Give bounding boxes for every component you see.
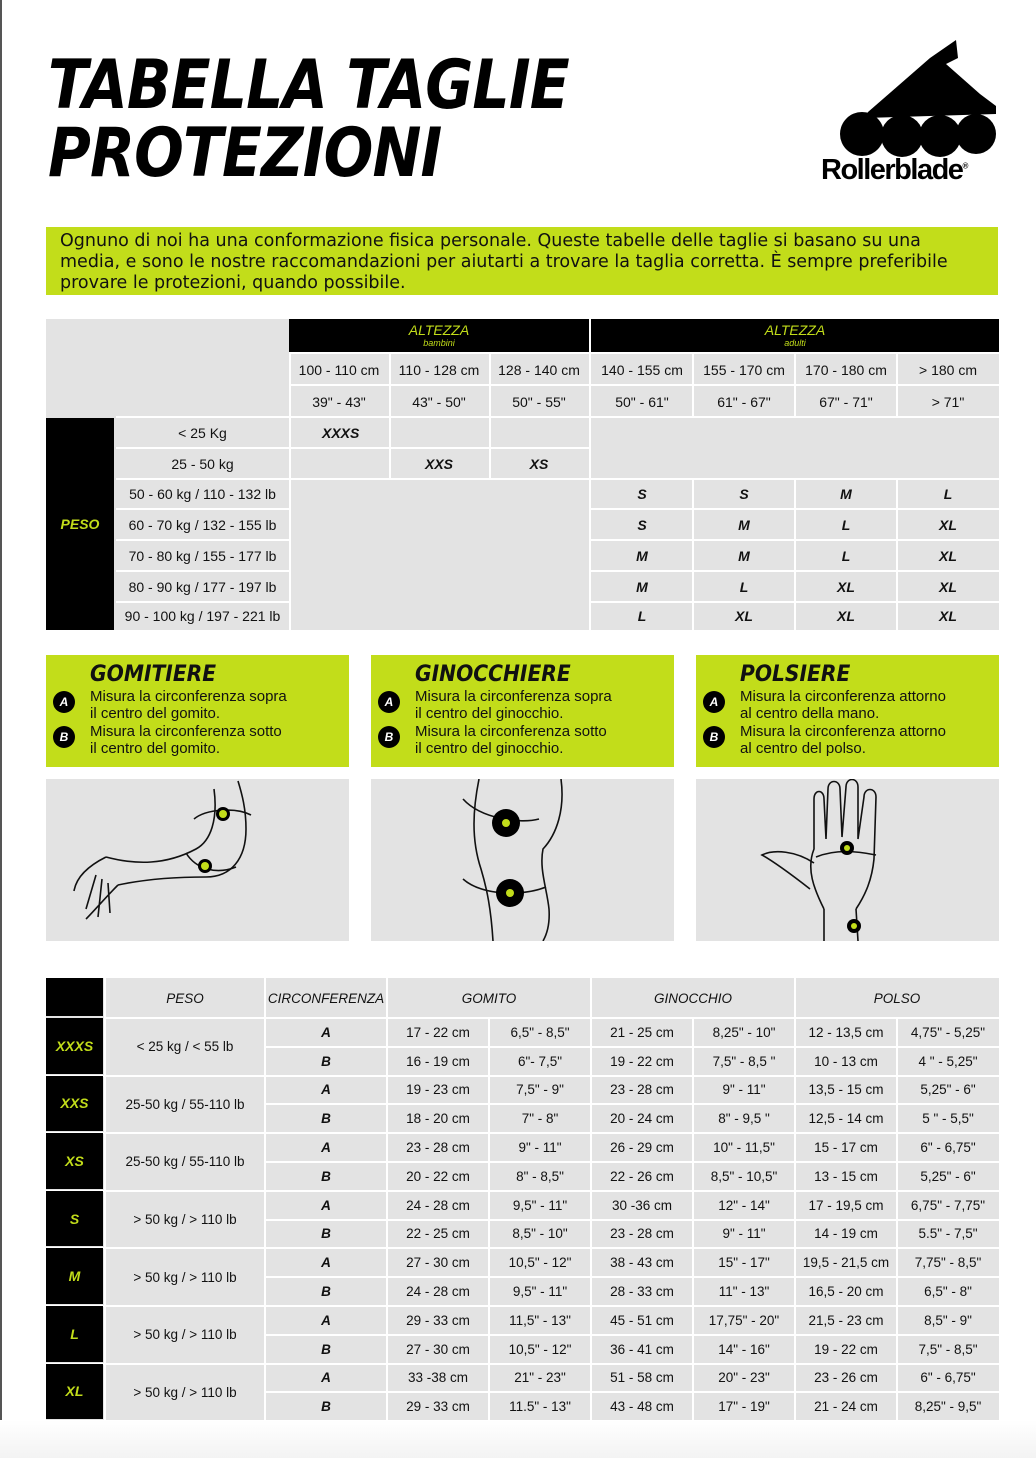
measure-cell: 19 - 22 cm	[610, 1053, 674, 1069]
size-cell: XL	[735, 608, 753, 624]
measure-cell: 16 - 19 cm	[406, 1053, 470, 1069]
size-cell: XS	[529, 456, 549, 472]
measure-cell: 24 - 28 cm	[406, 1284, 470, 1300]
measure-cell: 38 - 43 cm	[610, 1255, 674, 1271]
badge-a-icon: A	[703, 691, 725, 713]
height-in-cell: 43" - 50"	[412, 393, 466, 410]
measure-cell: 21,5 - 23 cm	[808, 1312, 884, 1328]
size-label: XXS	[46, 1076, 103, 1132]
grid-line	[489, 352, 491, 479]
measure-cell: 9,5" - 11"	[512, 1284, 568, 1300]
circ-badge: B	[321, 1226, 331, 1242]
step-text: il centro del gomito.	[90, 705, 221, 722]
measure-cell: 45 - 51 cm	[610, 1312, 674, 1328]
height-cm-cell: 170 - 180 cm	[805, 361, 887, 378]
grid-line	[289, 352, 291, 630]
measure-cell: 22 - 25 cm	[406, 1226, 470, 1242]
grid-line	[116, 478, 999, 480]
measure-cell: 30 -36 cm	[611, 1197, 673, 1213]
measure-cell: 5,25" - 6"	[920, 1082, 976, 1098]
step-text: Misura la circonferenza sopra	[90, 688, 287, 705]
circ-badge: B	[321, 1168, 331, 1184]
measure-cell: 10 - 13 cm	[814, 1053, 878, 1069]
circ-badge: A	[321, 1312, 331, 1328]
circ-badge: B	[321, 1399, 331, 1415]
height-cm-cell: 140 - 155 cm	[601, 361, 683, 378]
measure-cell: 5.5" - 7,5"	[918, 1226, 978, 1242]
measure-cell: 6,5" - 8,5"	[510, 1024, 570, 1040]
measure-cell: 23 - 28 cm	[610, 1082, 674, 1098]
size-cell: S	[637, 486, 647, 502]
measure-cell: 18 - 20 cm	[406, 1111, 470, 1127]
weight-cell: 25-50 kg / 55-110 lb	[125, 1154, 245, 1170]
size-label: S	[46, 1191, 103, 1247]
size-cell: S	[637, 517, 647, 533]
weight-cell: > 50 kg / > 110 lb	[133, 1327, 237, 1343]
grid-line	[794, 978, 796, 1421]
measure-cell: 33 -38 cm	[407, 1370, 469, 1386]
measure-cell: 13 - 15 cm	[814, 1168, 878, 1184]
weight-cell: 50 - 60 kg / 110 - 132 lb	[129, 486, 276, 502]
grid-line	[116, 570, 289, 572]
circ-badge: B	[321, 1341, 331, 1357]
measure-cell: 4,75" - 5,25"	[910, 1024, 986, 1040]
height-in-cell: > 71"	[931, 393, 965, 410]
measure-cell: 5 " - 5,5"	[922, 1111, 974, 1127]
measure-cell: 29 - 33 cm	[406, 1312, 470, 1328]
size-cell: XXXS	[322, 425, 360, 441]
badge-a-icon: A	[53, 691, 75, 713]
step-text: Misura la circonferenza attorno	[740, 688, 946, 705]
size-cell: M	[840, 486, 852, 502]
height-in-cell: 39" - 43"	[312, 393, 366, 410]
peso-label: PESO	[46, 418, 114, 630]
weight-cell: > 50 kg / > 110 lb	[133, 1384, 237, 1400]
height-weight-table	[46, 319, 999, 630]
kids-height-header	[289, 319, 589, 352]
measure-cell: 17 - 19,5 cm	[808, 1197, 884, 1213]
kids-header-sub: bambini	[423, 338, 455, 348]
knee-icon	[371, 779, 674, 941]
measure-cell: 19 - 22 cm	[814, 1341, 878, 1357]
grid-line	[590, 978, 592, 1421]
grid-line	[692, 1018, 694, 1421]
size-label: M	[46, 1248, 103, 1304]
measure-cell: 9" - 11"	[722, 1226, 766, 1242]
measure-cell: 23 - 28 cm	[406, 1140, 470, 1156]
weight-cell: 25-50 kg / 55-110 lb	[125, 1096, 245, 1112]
elbow-illustration	[46, 779, 349, 941]
grid-line	[289, 384, 999, 386]
intro-text: Ognuno di noi ha una conformazione fisica personale. Queste tabelle delle taglie si basano su una media, e sono le nostre raccomandazioni per aiutarti a trovare la taglia corretta. È sempre preferibile provare le protezioni, quando possibile.	[46, 227, 998, 295]
adults-header-sub: adulti	[784, 338, 806, 348]
ginocchiere-title: GINOCCHIERE	[415, 662, 571, 687]
weight-cell: < 25 Kg	[178, 425, 227, 441]
weight-cell: > 50 kg / > 110 lb	[133, 1212, 237, 1228]
grid-line	[692, 352, 694, 417]
measure-cell: 7,5" - 8,5 "	[712, 1053, 776, 1069]
circ-badge: A	[321, 1140, 331, 1156]
size-label: XL	[46, 1364, 103, 1420]
step-text: il centro del gomito.	[90, 740, 221, 757]
circ-badge: A	[321, 1197, 331, 1213]
badge-b-icon: B	[703, 726, 725, 748]
grid-line	[389, 352, 391, 479]
measure-cell: 20 - 22 cm	[406, 1168, 470, 1184]
weight-cell: 25 - 50 kg	[171, 456, 234, 472]
circ-badge: A	[321, 1082, 331, 1098]
height-cm-cell: 155 - 170 cm	[703, 361, 785, 378]
measure-cell: 8,25" - 10"	[712, 1024, 776, 1040]
measure-cell: 6,5" - 8"	[924, 1284, 972, 1300]
grid-line	[116, 601, 289, 603]
polsiere-step-b	[709, 723, 999, 757]
step-text: il centro del ginocchio.	[415, 705, 564, 722]
measure-cell: 9" - 11"	[722, 1082, 766, 1098]
weight-cell: 70 - 80 kg / 155 - 177 lb	[128, 548, 277, 564]
size-cell: M	[738, 548, 750, 564]
kids-header-title: ALTEZZA	[408, 322, 470, 338]
measure-cell: 21 - 24 cm	[814, 1399, 878, 1415]
weight-cell: > 50 kg / > 110 lb	[133, 1269, 237, 1285]
measure-cell: 21 - 25 cm	[610, 1024, 674, 1040]
weight-cell: 90 - 100 kg / 197 - 221 lb	[124, 608, 281, 624]
title-line-1: TABELLA TAGLIE	[48, 46, 569, 125]
size-cell: XL	[837, 579, 855, 595]
height-in-cell: 50" - 55"	[512, 393, 566, 410]
grid-line	[264, 978, 266, 1421]
header-peso: PESO	[166, 990, 204, 1006]
grid-line	[589, 319, 591, 630]
measure-cell: 12 - 13,5 cm	[808, 1024, 884, 1040]
size-cell: M	[636, 579, 648, 595]
grid-line	[896, 478, 898, 630]
header-circ: CIRCONFERENZA	[267, 990, 385, 1006]
ginocchiere-box	[371, 655, 674, 767]
measure-cell: 19,5 - 21,5 cm	[802, 1255, 890, 1271]
height-cm-cell: 128 - 140 cm	[498, 361, 580, 378]
circ-badge: B	[321, 1284, 331, 1300]
size-label: XS	[46, 1133, 103, 1189]
polsiere-step-a	[709, 688, 999, 722]
measure-cell: 8" - 9,5 "	[718, 1111, 770, 1127]
measure-cell: 8,5" - 10"	[512, 1226, 568, 1242]
size-label: XXXS	[46, 1018, 103, 1074]
header-gomito: GOMITO	[461, 990, 517, 1006]
size-cell: L	[841, 517, 851, 533]
measure-cell: 8" - 8,5"	[516, 1168, 564, 1184]
size-cell: XL	[939, 517, 957, 533]
size-cell: XXS	[424, 456, 453, 472]
measure-cell: 17" - 19"	[718, 1399, 770, 1415]
step-text: il centro del ginocchio.	[415, 740, 564, 757]
measure-cell: 36 - 41 cm	[610, 1341, 674, 1357]
height-in-cell: 67" - 71"	[819, 393, 873, 410]
size-cell: XL	[939, 608, 957, 624]
step-text: Misura la circonferenza sotto	[415, 723, 607, 740]
measure-cell: 27 - 30 cm	[406, 1255, 470, 1271]
measure-cell: 11" - 13"	[718, 1284, 770, 1300]
ginocchiere-step-a	[384, 688, 674, 722]
grid-line	[116, 539, 289, 541]
measure-cell: 28 - 33 cm	[610, 1284, 674, 1300]
grid-line	[289, 352, 999, 354]
grid-line	[104, 978, 106, 1421]
measure-cell: 11.5" - 13"	[509, 1399, 571, 1415]
size-cell: S	[739, 486, 749, 502]
weight-cell: < 25 kg / < 55 lb	[136, 1039, 234, 1055]
measure-cell: 4 " - 5,25"	[918, 1053, 978, 1069]
measure-cell: 5,25" - 6"	[920, 1168, 976, 1184]
circ-badge: B	[321, 1053, 331, 1069]
polsiere-box	[696, 655, 999, 767]
measure-cell: 23 - 28 cm	[610, 1226, 674, 1242]
measure-cell: 20 - 24 cm	[610, 1111, 674, 1127]
size-cell: L	[637, 608, 647, 624]
grid-line	[386, 978, 388, 1421]
step-text: Misura la circonferenza sotto	[90, 723, 282, 740]
size-cell: M	[636, 548, 648, 564]
header-polso: POLSO	[873, 990, 921, 1006]
registered-mark: ®	[962, 161, 967, 171]
measure-cell: 22 - 26 cm	[610, 1168, 674, 1184]
bottom-fade	[0, 1420, 1036, 1458]
step-text: Misura la circonferenza attorno	[740, 723, 946, 740]
measure-cell: 9" - 11"	[518, 1140, 562, 1156]
measure-cell: 8,25" - 9,5"	[914, 1399, 982, 1415]
circ-badge: A	[321, 1370, 331, 1386]
size-cell: XL	[837, 608, 855, 624]
brand-wordmark	[821, 154, 967, 187]
measure-cell: 20" - 23"	[718, 1370, 770, 1386]
measure-cell: 7,75" - 8,5"	[914, 1255, 982, 1271]
measure-cell: 15 - 17 cm	[814, 1140, 878, 1156]
grid-line	[794, 352, 796, 417]
height-in-cell: 50" - 61"	[615, 393, 669, 410]
gomitiere-title: GOMITIERE	[90, 662, 217, 687]
measure-cell: 6,75" - 7,75"	[910, 1197, 986, 1213]
measure-cell: 6" - 6,75"	[920, 1140, 976, 1156]
weight-cell: 60 - 70 kg / 132 - 155 lb	[128, 517, 277, 533]
measure-cell: 14 - 19 cm	[814, 1226, 878, 1242]
measure-cell: 7" - 8"	[521, 1111, 559, 1127]
step-text: Misura la circonferenza sopra	[415, 688, 612, 705]
size-cell: L	[841, 548, 851, 564]
gomitiere-box	[46, 655, 349, 767]
measure-cell: 29 - 33 cm	[406, 1399, 470, 1415]
measure-cell: 43 - 48 cm	[610, 1399, 674, 1415]
measure-cell: 10,5" - 12"	[508, 1341, 572, 1357]
hand-icon	[696, 779, 999, 941]
measure-cell: 26 - 29 cm	[610, 1140, 674, 1156]
size-measure-table	[46, 978, 999, 1421]
measure-cell: 6" - 6,75"	[920, 1370, 976, 1386]
badge-a-icon: A	[378, 691, 400, 713]
grid-line	[794, 478, 796, 630]
circ-badge: A	[321, 1024, 331, 1040]
size-label: L	[46, 1306, 103, 1362]
measure-cell: 12" - 14"	[718, 1197, 770, 1213]
gomitiere-step-b	[59, 723, 349, 757]
ginocchiere-step-b	[384, 723, 674, 757]
gomitiere-step-a	[59, 688, 349, 722]
measure-cell: 9,5" - 11"	[512, 1197, 568, 1213]
measure-cell: 13,5 - 15 cm	[808, 1082, 884, 1098]
brand-text: Rollerblade	[821, 154, 963, 186]
adults-header-title: ALTEZZA	[764, 322, 826, 338]
measure-cell: 51 - 58 cm	[610, 1370, 674, 1386]
grid-line	[116, 447, 589, 449]
measure-cell: 21" - 23"	[514, 1370, 566, 1386]
size-cell: L	[943, 486, 953, 502]
measure-cell: 7,5" - 8,5"	[918, 1341, 978, 1357]
size-cell: M	[738, 517, 750, 533]
badge-b-icon: B	[378, 726, 400, 748]
polsiere-title: POLSIERE	[740, 662, 851, 687]
measure-cell: 8,5" - 10,5"	[710, 1168, 778, 1184]
measure-cell: 7,5" - 9"	[516, 1082, 564, 1098]
measure-cell: 10,5" - 12"	[508, 1255, 572, 1271]
size-cell: L	[739, 579, 749, 595]
step-text: al centro del polso.	[740, 740, 866, 757]
adults-height-header	[591, 319, 999, 352]
measure-cell: 27 - 30 cm	[406, 1341, 470, 1357]
knee-illustration	[371, 779, 674, 941]
grid-line	[116, 508, 289, 510]
measure-cell: 19 - 23 cm	[406, 1082, 470, 1098]
grid-line	[488, 1018, 490, 1421]
measure-cell: 23 - 26 cm	[814, 1370, 878, 1386]
measure-cell: 12,5 - 14 cm	[808, 1111, 884, 1127]
size-cell: XL	[939, 579, 957, 595]
page-border	[0, 0, 2, 1458]
height-in-cell: 61" - 67"	[717, 393, 771, 410]
measure-cell: 10" - 11,5"	[713, 1140, 775, 1156]
height-cm-cell: 110 - 128 cm	[398, 361, 480, 378]
title-line-2: PROTEZIONI	[48, 114, 442, 193]
measure-cell: 11,5" - 13"	[509, 1312, 571, 1328]
size-cell: XL	[939, 548, 957, 564]
measure-cell: 17 - 22 cm	[406, 1024, 470, 1040]
height-cm-cell: 100 - 110 cm	[298, 361, 380, 378]
page-title	[48, 46, 569, 193]
measure-cell: 6"- 7,5"	[517, 1053, 563, 1069]
badge-b-icon: B	[53, 726, 75, 748]
measure-cell: 14" - 16"	[718, 1341, 770, 1357]
weight-cell: 80 - 90 kg / 177 - 197 lb	[128, 579, 277, 595]
measure-cell: 15" - 17"	[718, 1255, 770, 1271]
header-ginocchio: GINOCCHIO	[653, 990, 732, 1006]
measure-cell: 16,5 - 20 cm	[808, 1284, 884, 1300]
grid-line	[896, 1018, 898, 1421]
arm-icon	[46, 779, 349, 941]
height-cm-cell: > 180 cm	[919, 361, 977, 378]
circ-badge: A	[321, 1255, 331, 1271]
grid-line	[896, 352, 898, 417]
measure-cell: 17,75" - 20"	[708, 1312, 780, 1328]
grid-line	[105, 1017, 999, 1019]
step-text: al centro della mano.	[740, 705, 880, 722]
circ-badge: B	[321, 1111, 331, 1127]
measure-cell: 24 - 28 cm	[406, 1197, 470, 1213]
grid-line	[692, 478, 694, 630]
grid-line	[116, 416, 999, 418]
wrist-illustration	[696, 779, 999, 941]
measure-cell: 8,5" - 9"	[924, 1312, 972, 1328]
corner-cell	[46, 978, 103, 1016]
